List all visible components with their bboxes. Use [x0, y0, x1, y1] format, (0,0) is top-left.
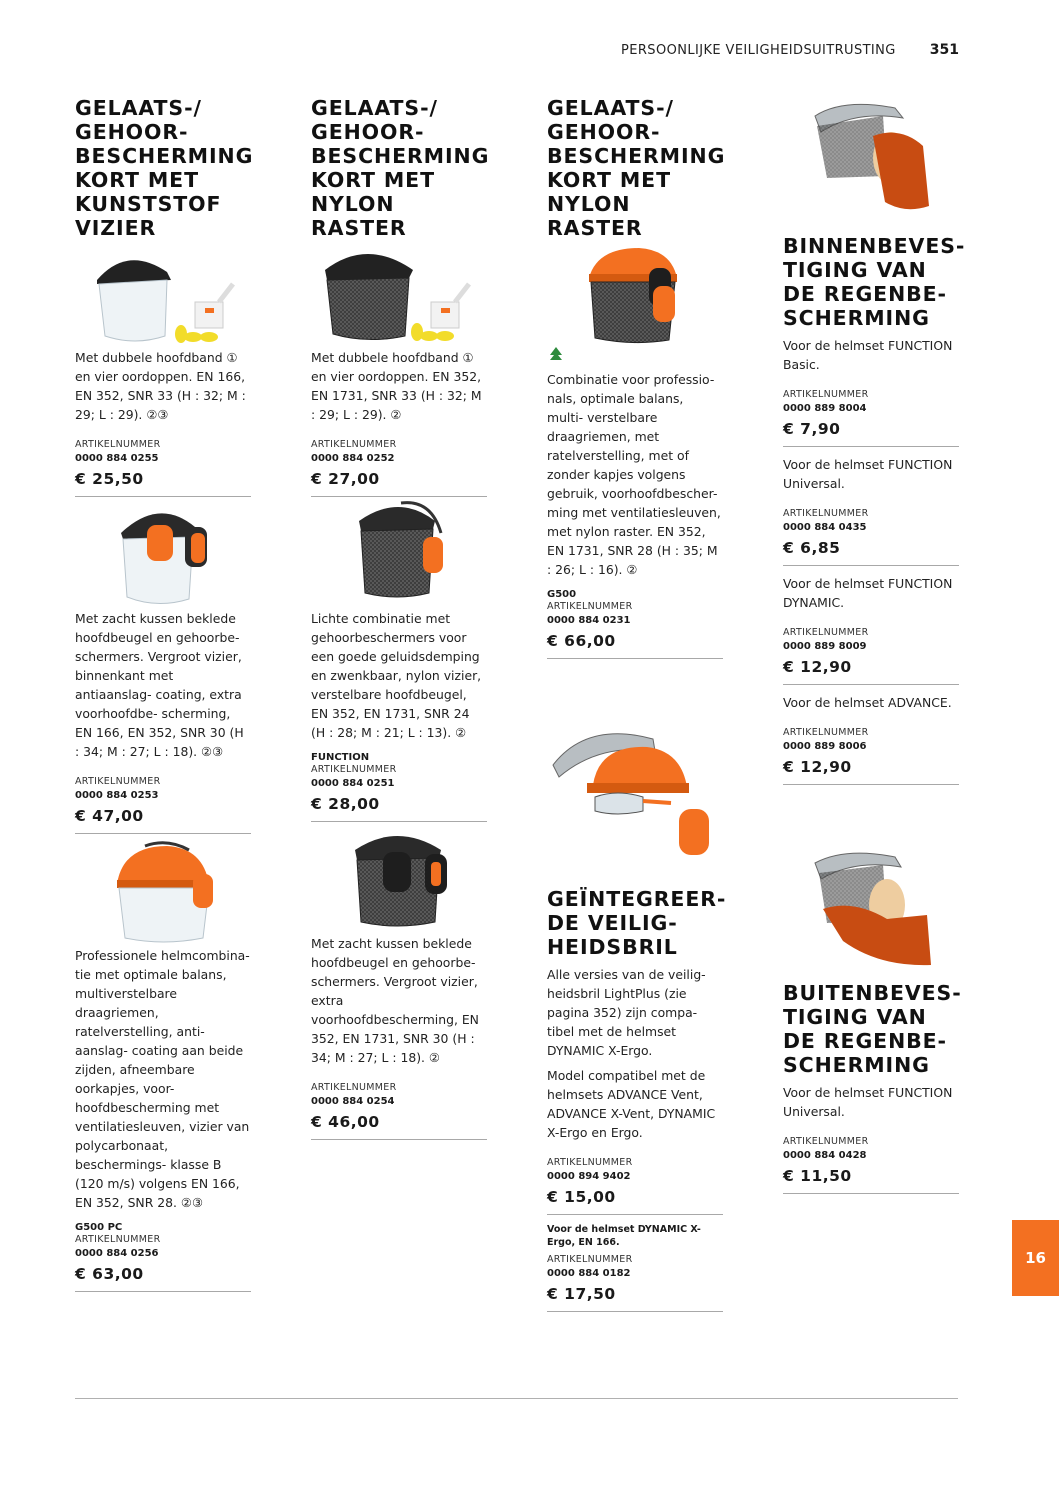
article-number-label: ARTIKELNUMMER — [75, 776, 161, 787]
article-number: 0000 889 8004 — [783, 403, 867, 414]
model-code: FUNCTION — [311, 752, 370, 763]
helmet-visor-combination-image — [75, 834, 251, 946]
price: € 6,85 — [783, 539, 841, 557]
product-description: Alle versies van de veilig- heidsbril LightPlus (zie pagina 352) zijn compa- tibel met de helmset DYNAMIC X-Ergo. — [547, 967, 706, 1058]
article-number-label: ARTIKELNUMMER — [75, 1234, 161, 1245]
kwf-forestry-icon — [547, 346, 565, 364]
divider — [783, 446, 959, 447]
article-number: 0000 884 0252 — [311, 453, 395, 464]
article-number: 0000 894 9402 — [547, 1171, 631, 1182]
product-description: Voor de helmset FUNCTION DYNAMIC. — [783, 576, 953, 610]
article-number-label: ARTIKELNUMMER — [547, 601, 633, 612]
article-number-label: ARTIKELNUMMER — [783, 1136, 869, 1147]
product-title: BUITENBEVES- TIGING VAN DE REGENBE- SCHERMING — [783, 981, 962, 1077]
product-title: GELAATS-/ GEHOOR- BESCHERMING KORT MET KUNSTSTOF VIZIER — [75, 96, 254, 240]
article-number: 0000 884 0428 — [783, 1150, 867, 1161]
product-description: Voor de helmset FUNCTION Universal. — [783, 457, 953, 491]
article-number: 0000 889 8006 — [783, 741, 867, 752]
divider — [783, 684, 959, 685]
price: € 17,50 — [547, 1285, 616, 1303]
price: € 46,00 — [311, 1113, 380, 1131]
face-shield-visor-image — [75, 240, 251, 348]
product-description: Voor de helmset FUNCTION Basic. — [783, 338, 953, 372]
divider — [311, 1139, 487, 1140]
product-description: Met dubbele hoofdband ① en vier oordoppen. EN 166, EN 352, SNR 33 (H : 32; M : 29; L : 29). ②③ — [75, 350, 246, 422]
article-number-label: ARTIKELNUMMER — [311, 764, 397, 775]
product-description: Voor de helmset ADVANCE. — [783, 695, 952, 710]
model-code: G500 PC — [75, 1222, 123, 1233]
section-title: PERSOONLIJKE VEILIGHEIDSUITRUSTING — [621, 43, 896, 58]
article-number: 0000 884 0231 — [547, 615, 631, 626]
price: € 12,90 — [783, 658, 852, 676]
footer-divider — [75, 1398, 958, 1399]
price: € 47,00 — [75, 807, 144, 825]
integrated-safety-glasses-image — [547, 725, 723, 875]
article-number-label: ARTIKELNUMMER — [311, 1082, 397, 1093]
face-shield-earmuff-image — [75, 497, 251, 609]
column-2 — [311, 96, 490, 1140]
price: € 66,00 — [547, 632, 616, 650]
article-number-label: ARTIKELNUMMER — [547, 1254, 633, 1265]
column-1 — [75, 96, 254, 1292]
product-description: Lichte combinatie met gehoorbeschermers voor een goede geluidsdemping en zwenkbaar, nylon vizier, verstelbare hoofdbeugel, EN 352, EN 1731, SNR 24 (H : 28; M : 21; L : 13). ② — [311, 611, 482, 740]
divider — [547, 1311, 723, 1312]
product-description: Professionele helmcombina- tie met optimale balans, multiverstelbare draagriemen, ratelverstelling, anti-aanslag- coating aan beide zijden, afneembare oorkapjes, voor- hoofdbescherming met ventilatiesleuven, vizier van polycarbonaat, beschermings- klasse B (120 m/s) volgens EN 166, EN 352, SNR 28. ②③ — [75, 948, 250, 1210]
divider — [783, 784, 959, 785]
price: € 25,50 — [75, 470, 144, 488]
product-title: GEÏNTEGREER- DE VEILIG- HEIDSBRIL — [547, 887, 727, 959]
article-number-label: ARTIKELNUMMER — [783, 627, 869, 638]
product-description: Met zacht kussen beklede hoofdbeugel en gehoorbe- schermers. Vergroot vizier, extra voorhoofdbescherming, EN 352, EN 1731, SNR 30 (H : 34; M : 27; L : 18). ② — [311, 936, 479, 1065]
inner-rain-protection-image — [783, 96, 959, 222]
column-4 — [783, 96, 966, 1194]
model-code: G500 — [547, 589, 577, 600]
article-number-label: ARTIKELNUMMER — [783, 508, 869, 519]
product-description: Voor de helmset FUNCTION Universal. — [783, 1085, 953, 1119]
article-number: 0000 884 0251 — [311, 778, 395, 789]
price: € 15,00 — [547, 1188, 616, 1206]
product-title: BINNENBEVES- TIGING VAN DE REGENBE- SCHERMING — [783, 234, 966, 330]
product-description: Met zacht kussen beklede hoofdbeugel en gehoorbe- schermers. Vergroot vizier, binnenkant met antiaanslag- coating, extra voorhoofdbe- scherming, EN 166, EN 352, SNR 30 (H : 34; M : 27; L : 18). ②③ — [75, 611, 244, 759]
article-number-label: ARTIKELNUMMER — [311, 439, 397, 450]
article-number: 0000 889 8009 — [783, 641, 867, 652]
price: € 28,00 — [311, 795, 380, 813]
mesh-visor-image — [311, 240, 487, 348]
product-description: Met dubbele hoofdband ① en vier oordoppen. EN 352, EN 1731, SNR 33 (H : 32; M : 29; L : 29). ② — [311, 350, 482, 422]
compatibility-note: Voor de helmset DYNAMIC X-Ergo, EN 166. — [547, 1224, 701, 1248]
price: € 11,50 — [783, 1167, 852, 1185]
price: € 27,00 — [311, 470, 380, 488]
divider — [547, 658, 723, 659]
divider — [783, 1193, 959, 1194]
price: € 7,90 — [783, 420, 841, 438]
product-title: GELAATS-/ GEHOOR- BESCHERMING KORT MET NYLON RASTER — [311, 96, 490, 240]
outer-rain-protection-image — [783, 849, 959, 969]
price: € 12,90 — [783, 758, 852, 776]
divider — [75, 1291, 251, 1292]
article-number-label: ARTIKELNUMMER — [75, 439, 161, 450]
article-number: 0000 884 0254 — [311, 1096, 395, 1107]
divider — [547, 1214, 723, 1215]
article-number: 0000 884 0435 — [783, 522, 867, 533]
product-title: GELAATS-/ GEHOOR- BESCHERMING KORT MET NYLON RASTER — [547, 96, 726, 240]
g500-mesh-helmet-image — [547, 240, 723, 344]
function-mesh-earmuff-image — [311, 497, 487, 609]
article-number: 0000 884 0253 — [75, 790, 159, 801]
price: € 63,00 — [75, 1265, 144, 1283]
article-number: 0000 884 0255 — [75, 453, 159, 464]
article-number-label: ARTIKELNUMMER — [783, 727, 869, 738]
article-number-label: ARTIKELNUMMER — [547, 1157, 633, 1168]
product-description: Combinatie voor professio- nals, optimale balans, multi- verstelbare draagriemen, met ratelverstelling, met of zonder kapjes volgens gebruik, voorhoofdbescher- ming met ventilatiesleuven, met nylon raster. EN 352, EN 1731, SNR 28 (H : 35; M : 26; L : 16). ② — [547, 372, 721, 577]
mesh-earmuff-padded-image — [311, 822, 487, 934]
column-3 — [547, 96, 727, 1312]
article-number: 0000 884 0182 — [547, 1268, 631, 1279]
page-header — [621, 42, 959, 58]
page-number: 351 — [929, 42, 959, 58]
article-number: 0000 884 0256 — [75, 1248, 159, 1259]
chapter-tab: 16 — [1012, 1220, 1059, 1296]
article-number-label: ARTIKELNUMMER — [783, 389, 869, 400]
product-description: Model compatibel met de helmsets ADVANCE Vent, ADVANCE X-Vent, DYNAMIC X-Ergo en Ergo. — [547, 1068, 716, 1140]
divider — [783, 565, 959, 566]
